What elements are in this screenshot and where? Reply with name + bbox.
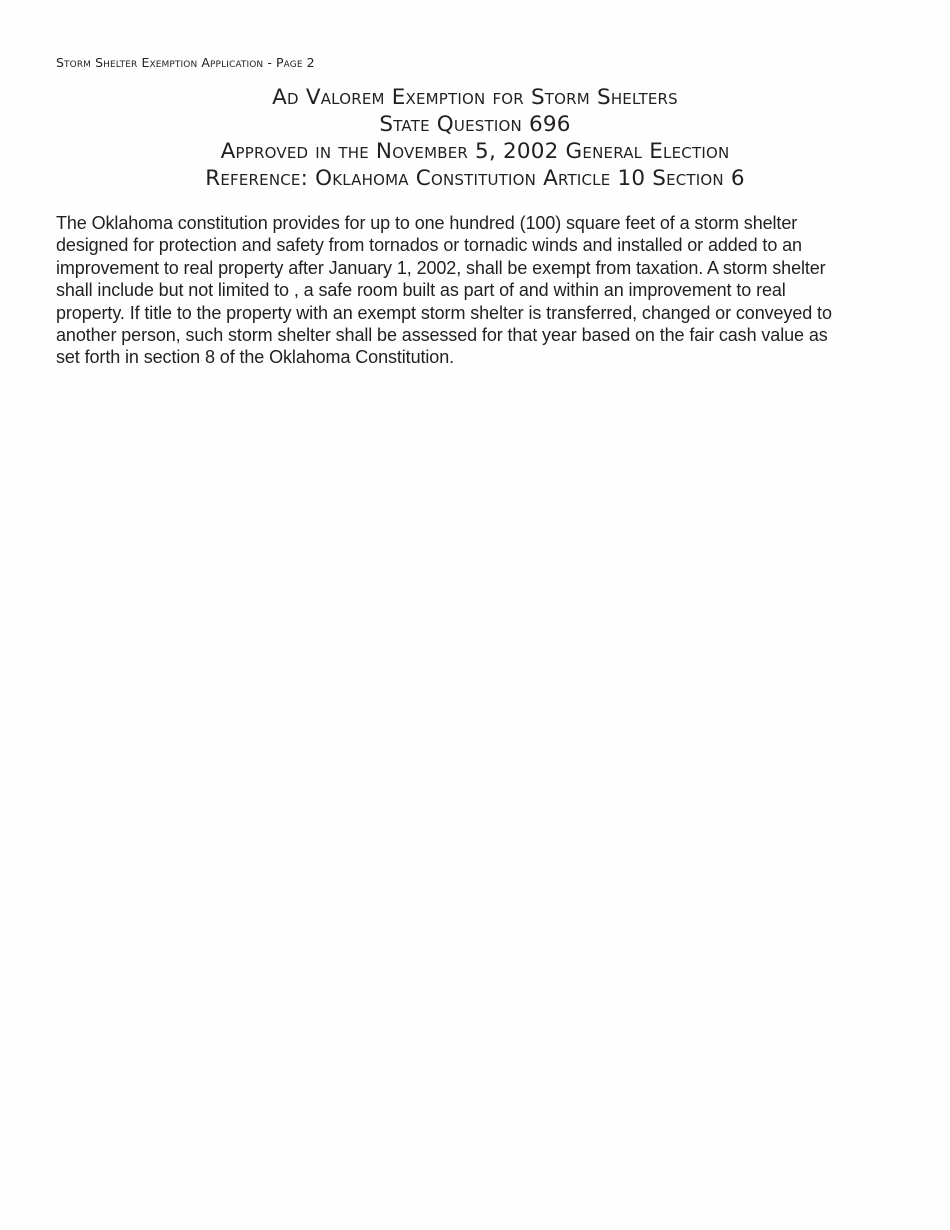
- body-line: shall include but not limited to , a safe room built as part of and within an improvement to real: [56, 280, 786, 301]
- body-line: set forth in section 8 of the Oklahoma Constitution.: [56, 347, 455, 368]
- constitution-reference: Reference: Oklahoma Constitution Article 10 Section 6: [205, 166, 745, 191]
- document-title: Ad Valorem Exemption for Storm Shelters: [272, 85, 678, 110]
- body-line: improvement to real property after January 1, 2002, shall be exempt from taxation. A storm shelter: [56, 257, 826, 278]
- title-block: [0, 84, 950, 192]
- page-header: Storm Shelter Exemption Application - Page 2: [56, 55, 315, 70]
- body-line: The Oklahoma constitution provides for up to one hundred (100) square feet of a storm shelter: [56, 213, 798, 233]
- approval-line: Approved in the November 5, 2002 General Election: [220, 139, 730, 164]
- body-paragraph: [56, 212, 886, 369]
- body-line: another person, such storm shelter shall be assessed for that year based on the fair cash value as: [56, 325, 828, 346]
- body-line: designed for protection and safety from tornados or tornadic winds and installed or added to an: [56, 235, 802, 256]
- state-question: State Question 696: [379, 112, 571, 137]
- body-line: property. If title to the property with an exempt storm shelter is transferred, changed or conveyed to: [56, 302, 832, 323]
